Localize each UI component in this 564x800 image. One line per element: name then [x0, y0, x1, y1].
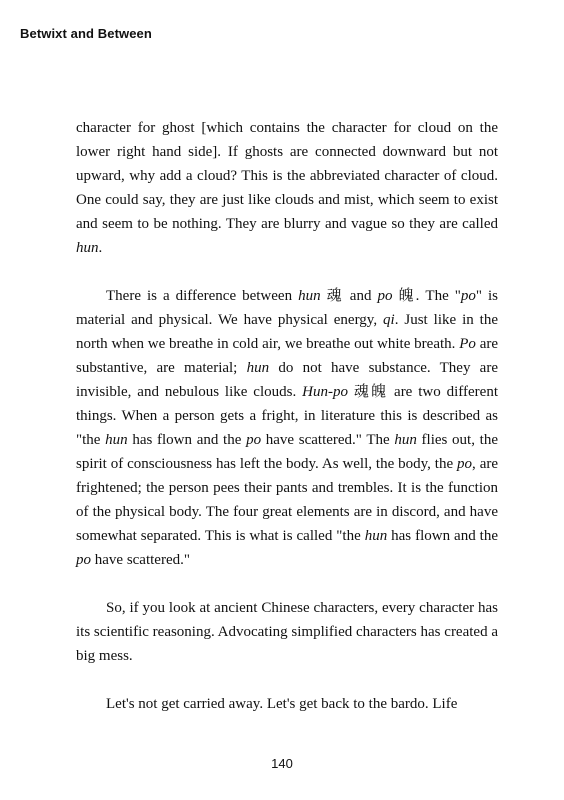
- italic-term: hun: [246, 360, 270, 376]
- text-run: . Just like in the north when we breathe in cold air, we breathe out white breath.: [76, 312, 499, 352]
- italic-term: po: [246, 432, 262, 448]
- text-run: have scattered." The: [261, 432, 395, 448]
- text-run: 魄. The ": [392, 288, 461, 304]
- italic-term: hun: [394, 432, 417, 448]
- italic-term: Hun-po: [302, 384, 348, 400]
- paragraph-1: [76, 116, 498, 260]
- page-number: 140: [271, 756, 293, 771]
- body-text: [76, 116, 498, 716]
- italic-term: hun: [298, 288, 321, 304]
- paragraph-2: [76, 284, 498, 572]
- text-run: 魂魄 are two different things. When a person gets a fright, in literature this is described as "the: [76, 384, 498, 448]
- italic-term: po: [457, 456, 473, 472]
- text-run: have scattered.": [91, 552, 190, 568]
- italic-term: hun: [105, 432, 128, 448]
- italic-term: po: [377, 288, 393, 304]
- italic-term: qi: [383, 312, 395, 328]
- text-run: .: [98, 240, 103, 256]
- italic-term: Po: [459, 336, 476, 352]
- text-run: " is material and physical. We have physical energy,: [76, 288, 498, 328]
- paragraph-3: [76, 596, 498, 668]
- italic-term: po: [460, 288, 476, 304]
- text-run: There is a difference between: [106, 288, 299, 304]
- text-run: , are frightened; the person pees their pants and trembles. It is the function of the physical body. The four great elements are in discord, and have somewhat separated. This is what is called "the: [76, 456, 499, 544]
- text-run: flies out, the spirit of consciousness has left the body. As well, the body, the: [76, 432, 498, 472]
- paragraph-4: [76, 692, 498, 716]
- text-run: has flown and the: [387, 528, 498, 544]
- text-run: Let's not get carried away. Let's get back to the bardo. Life: [106, 696, 458, 712]
- text-run: So, if you look at ancient Chinese characters, every character has its scientific reasoning. Advocating simplified characters has created a big mess.: [76, 600, 498, 664]
- text-run: are substantive, are material;: [76, 336, 499, 376]
- text-run: character for ghost [which contains the character for cloud on the lower right hand side]. If ghosts are connected downward but not upward, why add a cloud? This is the abbreviated character of cloud. One could say, they are just like clouds and mist, which seem to exist and seem to be nothing. They are blurry and vague so they are called: [76, 120, 498, 232]
- text-run: has flown and the: [127, 432, 247, 448]
- text-run: 魂 and: [320, 288, 378, 304]
- italic-term: po: [76, 552, 91, 568]
- text-run: do not have substance. They are invisible, and nebulous like clouds.: [76, 360, 498, 400]
- italic-term: hun: [76, 240, 99, 256]
- running-header: Betwixt and Between: [20, 26, 152, 41]
- italic-term: hun: [364, 528, 388, 544]
